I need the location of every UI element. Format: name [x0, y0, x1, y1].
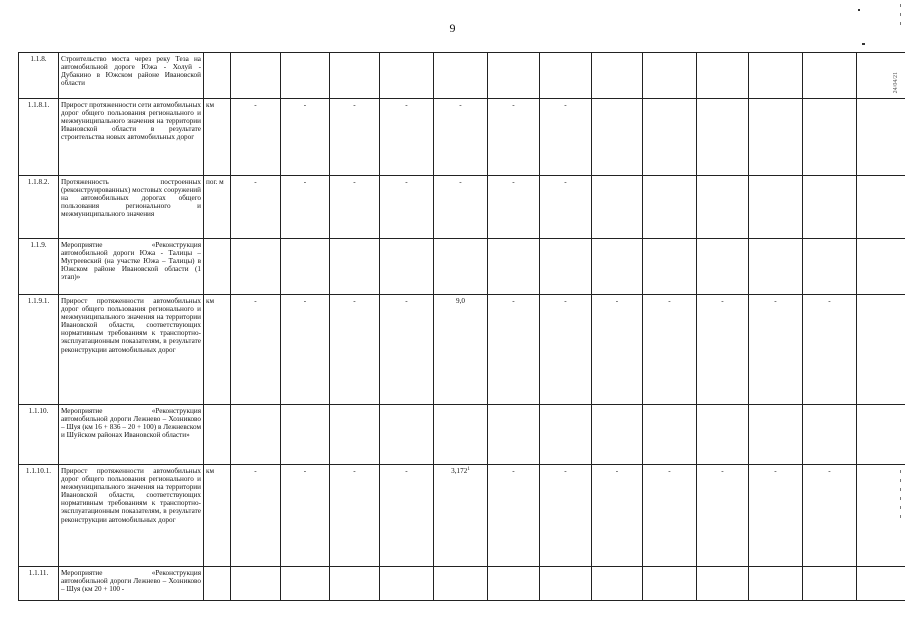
value-text: -: [564, 101, 567, 109]
value-text: -: [353, 297, 356, 305]
row-unit: км: [204, 99, 231, 176]
value-cell: [540, 405, 592, 465]
row-unit: км: [204, 295, 231, 405]
value-cell: [434, 53, 488, 99]
value-cell: [749, 567, 803, 601]
value-text: -: [512, 467, 515, 475]
value-cell: [330, 295, 380, 405]
row-name: Прирост протяженности автомобильных дорог общего пользования регионального и межмуниципального значения на территории Ивановской области, соответствующих нормативным требованиям к транспортно-эксплуатационным показателям, в результате реконструкции автомобильных дорог: [59, 295, 204, 405]
value-text: -: [254, 178, 257, 186]
value-cell: [592, 567, 643, 601]
page-number: 9: [449, 21, 456, 35]
table-row: [19, 53, 905, 99]
row-name: Прирост протяженности сети автомобильных дорог общего пользования регионального и межмуниципального значения на территории Ивановской области в результате строительства новых автомобильных дорог: [59, 99, 204, 176]
value-cell: [540, 465, 592, 567]
value-text: -: [615, 467, 619, 475]
row-unit: пог. м: [204, 176, 231, 239]
value-cell: [697, 176, 749, 239]
value-cell: [697, 295, 749, 405]
table-row: [19, 176, 905, 239]
value-text: -: [668, 467, 671, 475]
value-cell: [330, 239, 380, 295]
value-cell: [857, 53, 905, 99]
value-cell: [643, 465, 697, 567]
value-text: -: [564, 297, 567, 305]
value-cell: [643, 567, 697, 601]
row-name: Протяженность построенных (реконструированных) мостовых сооружений на автомобильных дорогах общего пользования регионального и межмуниципального значения: [59, 176, 204, 239]
row-name: Мероприятие «Реконструкция автомобильной дороги Лежнево – Хозниково – Шуя (км 16 + 836 – 20 + 100) в Лежневском и Шуйском районах Ивановской области»: [59, 405, 204, 465]
scan-speck: [858, 9, 860, 11]
table-row: [19, 295, 905, 405]
value-cell: [434, 567, 488, 601]
value-text: -: [353, 178, 356, 186]
value-text: -: [828, 467, 831, 475]
value-text: -: [353, 101, 356, 109]
value-cell: [231, 99, 281, 176]
value-cell: [231, 405, 281, 465]
value-cell: [231, 295, 281, 405]
value-cell: [803, 567, 857, 601]
value-cell: [803, 239, 857, 295]
value-cell: [643, 53, 697, 99]
value-cell: [592, 176, 643, 239]
table-row: [19, 405, 905, 465]
row-unit: [204, 53, 231, 99]
row-unit: [204, 567, 231, 601]
value-text: -: [564, 178, 567, 186]
value-cell: [540, 239, 592, 295]
value-cell: [281, 176, 330, 239]
value-cell: [434, 99, 488, 176]
value-cell: [803, 99, 857, 176]
row-code: 1.1.8.: [19, 53, 59, 99]
value-cell: [749, 295, 803, 405]
row-code: 1.1.9.1.: [19, 295, 59, 405]
value-cell: [803, 176, 857, 239]
value-cell: [749, 53, 803, 99]
value-text: -: [405, 467, 408, 475]
value-cell: [592, 295, 643, 405]
row-name: Прирост протяженности автомобильных дорог общего пользования регионального и межмуниципального значения на территории Ивановской области, соответствующих нормативным требованиям к транспортно-эксплуатационным показателям, в результате реконструкции автомобильных дорог: [59, 465, 204, 567]
value-text: -: [254, 297, 257, 305]
value-cell: [231, 239, 281, 295]
value-text: -: [254, 467, 257, 475]
row-unit: [204, 405, 231, 465]
value-cell: [231, 53, 281, 99]
value-cell: [592, 405, 643, 465]
value-text: -: [254, 101, 257, 109]
value-text: -: [303, 297, 307, 305]
value-cell: [540, 176, 592, 239]
value-cell: [857, 567, 905, 601]
value-cell: [330, 465, 380, 567]
value-cell: [281, 53, 330, 99]
value-cell: [231, 176, 281, 239]
value-cell: [330, 99, 380, 176]
value-cell: [643, 295, 697, 405]
value-cell: [434, 405, 488, 465]
value-cell: [330, 567, 380, 601]
value-cell: [803, 53, 857, 99]
table-row: [19, 239, 905, 295]
row-name: Строительство моста через реку Теза на автомобильной дороге Южа - Холуй - Дубакино в Южском районе Ивановской области: [59, 53, 204, 99]
margin-stamp: 24/04/21: [893, 72, 899, 94]
value-cell: [592, 239, 643, 295]
value-cell: [697, 239, 749, 295]
value-cell: [857, 465, 905, 567]
value-cell: [857, 405, 905, 465]
row-code: 1.1.8.2.: [19, 176, 59, 239]
indicators-table: [18, 52, 905, 601]
value-cell: [697, 53, 749, 99]
value-text: -: [303, 178, 307, 186]
value-cell: [380, 567, 434, 601]
value-text: -: [405, 178, 408, 186]
value-text: -: [303, 101, 307, 109]
scan-speck: [862, 43, 865, 45]
row-code: 1.1.10.: [19, 405, 59, 465]
footnote-mark: 1: [467, 467, 470, 472]
row-code: 1.1.9.: [19, 239, 59, 295]
table-row: [19, 567, 905, 601]
row-code: 1.1.11.: [19, 567, 59, 601]
value-cell: [231, 465, 281, 567]
value-cell: [540, 53, 592, 99]
value-text: -: [512, 178, 515, 186]
value-cell: [281, 99, 330, 176]
row-code: 1.1.8.1.: [19, 99, 59, 176]
value-text: -: [459, 101, 462, 109]
value-cell: [857, 239, 905, 295]
value-text: -: [721, 467, 724, 475]
value-text: -: [828, 297, 831, 305]
value-text: -: [721, 297, 724, 305]
row-unit: км: [204, 465, 231, 567]
value-text: 9,0: [456, 297, 465, 305]
value-text: -: [405, 297, 408, 305]
value-cell: [281, 405, 330, 465]
value-text: -: [512, 101, 515, 109]
value-cell: [857, 176, 905, 239]
value-cell: [330, 53, 380, 99]
value-cell: [749, 405, 803, 465]
value-cell: [281, 295, 330, 405]
value-cell: [380, 99, 434, 176]
row-unit: [204, 239, 231, 295]
value-cell: [697, 567, 749, 601]
value-cell: [380, 465, 434, 567]
value-cell: [281, 239, 330, 295]
value-cell: [749, 176, 803, 239]
value-cell: [803, 405, 857, 465]
value-cell: [592, 53, 643, 99]
value-cell: [643, 99, 697, 176]
value-cell: [380, 239, 434, 295]
value-cell: [803, 465, 857, 567]
value-cell: [330, 176, 380, 239]
value-text: -: [774, 297, 777, 305]
value-text: -: [615, 297, 619, 305]
value-cell: [434, 239, 488, 295]
value-text: 3,172: [451, 467, 468, 475]
value-cell: [488, 239, 540, 295]
table-row: [19, 99, 905, 176]
value-cell: [540, 567, 592, 601]
value-text: -: [512, 297, 515, 305]
value-cell: [281, 567, 330, 601]
value-text: -: [405, 101, 408, 109]
value-text: -: [303, 467, 307, 475]
value-cell: [330, 405, 380, 465]
row-name: Мероприятие «Реконструкция автомобильной дороги Южа - Талицы – Мугреевский (на участке Южа – Талицы) в Южском районе Ивановской области (1 этап)»: [59, 239, 204, 295]
row-name: Мероприятие «Реконструкция автомобильной дороги Лежнево – Хозниково – Шуя (км 20 + 100 -: [59, 567, 204, 601]
value-cell: [749, 99, 803, 176]
value-cell: [488, 53, 540, 99]
value-cell: [380, 53, 434, 99]
value-cell: [380, 295, 434, 405]
value-text: -: [459, 178, 462, 186]
value-cell: [540, 99, 592, 176]
value-cell: [643, 405, 697, 465]
value-cell: [488, 99, 540, 176]
table-row: [19, 465, 905, 567]
scan-edge-marks: [900, 4, 902, 31]
value-cell: [434, 295, 488, 405]
value-cell: [434, 465, 488, 567]
value-cell: [380, 405, 434, 465]
value-cell: [488, 567, 540, 601]
value-cell: [857, 295, 905, 405]
value-cell: [540, 295, 592, 405]
value-cell: [592, 99, 643, 176]
value-cell: [697, 405, 749, 465]
value-cell: [281, 465, 330, 567]
value-cell: [231, 567, 281, 601]
value-cell: [643, 239, 697, 295]
value-cell: [697, 99, 749, 176]
value-cell: [380, 176, 434, 239]
value-text: -: [564, 467, 567, 475]
value-cell: [592, 465, 643, 567]
value-cell: [749, 239, 803, 295]
value-cell: [488, 465, 540, 567]
value-text: -: [668, 297, 671, 305]
value-cell: [803, 295, 857, 405]
value-text: -: [774, 467, 777, 475]
value-cell: [857, 99, 905, 176]
value-cell: [697, 465, 749, 567]
value-cell: [488, 405, 540, 465]
value-cell: [643, 176, 697, 239]
value-cell: [488, 295, 540, 405]
value-cell: [488, 176, 540, 239]
value-cell: [749, 465, 803, 567]
row-code: 1.1.10.1.: [19, 465, 59, 567]
value-cell: [434, 176, 488, 239]
value-text: -: [353, 467, 356, 475]
